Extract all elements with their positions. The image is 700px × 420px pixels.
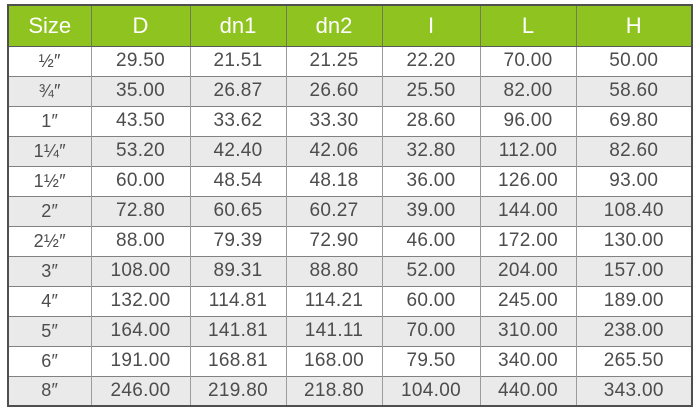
value-cell: 36.00 bbox=[382, 166, 480, 196]
value-cell: 246.00 bbox=[91, 376, 190, 406]
value-cell: 60.27 bbox=[286, 196, 382, 226]
value-cell: 21.51 bbox=[190, 46, 286, 76]
table-row bbox=[8, 256, 692, 286]
value-cell: 218.80 bbox=[286, 376, 382, 406]
value-cell: 70.00 bbox=[480, 46, 576, 76]
value-cell: 114.21 bbox=[286, 286, 382, 316]
value-cell: 70.00 bbox=[382, 316, 480, 346]
size-cell: 2″ bbox=[8, 196, 91, 226]
value-cell: 39.00 bbox=[382, 196, 480, 226]
column-header-h: H bbox=[576, 5, 692, 46]
value-cell: 22.20 bbox=[382, 46, 480, 76]
value-cell: 28.60 bbox=[382, 106, 480, 136]
table-row bbox=[8, 226, 692, 256]
table-body bbox=[8, 46, 692, 406]
size-cell: 1″ bbox=[8, 106, 91, 136]
value-cell: 50.00 bbox=[576, 46, 692, 76]
value-cell: 82.60 bbox=[576, 136, 692, 166]
value-cell: 96.00 bbox=[480, 106, 576, 136]
table-row bbox=[8, 376, 692, 406]
dimensions-table bbox=[7, 4, 693, 407]
value-cell: 168.00 bbox=[286, 346, 382, 376]
value-cell: 141.81 bbox=[190, 316, 286, 346]
value-cell: 157.00 bbox=[576, 256, 692, 286]
size-cell: 5″ bbox=[8, 316, 91, 346]
table-row bbox=[8, 166, 692, 196]
size-cell: ¾″ bbox=[8, 76, 91, 106]
value-cell: 60.65 bbox=[190, 196, 286, 226]
value-cell: 82.00 bbox=[480, 76, 576, 106]
value-cell: 88.80 bbox=[286, 256, 382, 286]
table-row bbox=[8, 106, 692, 136]
value-cell: 53.20 bbox=[91, 136, 190, 166]
value-cell: 32.80 bbox=[382, 136, 480, 166]
value-cell: 25.50 bbox=[382, 76, 480, 106]
value-cell: 172.00 bbox=[480, 226, 576, 256]
size-cell: 8″ bbox=[8, 376, 91, 406]
value-cell: 204.00 bbox=[480, 256, 576, 286]
size-cell: 4″ bbox=[8, 286, 91, 316]
value-cell: 168.81 bbox=[190, 346, 286, 376]
value-cell: 104.00 bbox=[382, 376, 480, 406]
column-header-d: D bbox=[91, 5, 190, 46]
table-row bbox=[8, 76, 692, 106]
value-cell: 35.00 bbox=[91, 76, 190, 106]
value-cell: 72.80 bbox=[91, 196, 190, 226]
value-cell: 219.80 bbox=[190, 376, 286, 406]
value-cell: 46.00 bbox=[382, 226, 480, 256]
value-cell: 343.00 bbox=[576, 376, 692, 406]
value-cell: 29.50 bbox=[91, 46, 190, 76]
table-row bbox=[8, 316, 692, 346]
header-row bbox=[8, 5, 692, 46]
value-cell: 60.00 bbox=[382, 286, 480, 316]
value-cell: 43.50 bbox=[91, 106, 190, 136]
value-cell: 52.00 bbox=[382, 256, 480, 286]
table-row bbox=[8, 346, 692, 376]
value-cell: 93.00 bbox=[576, 166, 692, 196]
size-cell: 6″ bbox=[8, 346, 91, 376]
value-cell: 21.25 bbox=[286, 46, 382, 76]
value-cell: 141.11 bbox=[286, 316, 382, 346]
size-cell: 1¼″ bbox=[8, 136, 91, 166]
value-cell: 130.00 bbox=[576, 226, 692, 256]
column-header-dn2: dn2 bbox=[286, 5, 382, 46]
value-cell: 42.06 bbox=[286, 136, 382, 166]
value-cell: 108.40 bbox=[576, 196, 692, 226]
column-header-size: Size bbox=[8, 5, 91, 46]
value-cell: 88.00 bbox=[91, 226, 190, 256]
value-cell: 238.00 bbox=[576, 316, 692, 346]
value-cell: 33.62 bbox=[190, 106, 286, 136]
value-cell: 108.00 bbox=[91, 256, 190, 286]
table-row bbox=[8, 196, 692, 226]
size-cell: 3″ bbox=[8, 256, 91, 286]
value-cell: 48.54 bbox=[190, 166, 286, 196]
value-cell: 340.00 bbox=[480, 346, 576, 376]
size-cell: 2½″ bbox=[8, 226, 91, 256]
column-header-i: I bbox=[382, 5, 480, 46]
value-cell: 79.39 bbox=[190, 226, 286, 256]
value-cell: 132.00 bbox=[91, 286, 190, 316]
value-cell: 79.50 bbox=[382, 346, 480, 376]
value-cell: 26.87 bbox=[190, 76, 286, 106]
value-cell: 164.00 bbox=[91, 316, 190, 346]
table-row bbox=[8, 136, 692, 166]
value-cell: 440.00 bbox=[480, 376, 576, 406]
dimensions-table-container bbox=[7, 4, 693, 407]
value-cell: 310.00 bbox=[480, 316, 576, 346]
value-cell: 69.80 bbox=[576, 106, 692, 136]
value-cell: 112.00 bbox=[480, 136, 576, 166]
value-cell: 265.50 bbox=[576, 346, 692, 376]
size-cell: 1½″ bbox=[8, 166, 91, 196]
value-cell: 191.00 bbox=[91, 346, 190, 376]
table-row bbox=[8, 286, 692, 316]
value-cell: 48.18 bbox=[286, 166, 382, 196]
value-cell: 144.00 bbox=[480, 196, 576, 226]
value-cell: 126.00 bbox=[480, 166, 576, 196]
column-header-dn1: dn1 bbox=[190, 5, 286, 46]
table-row bbox=[8, 46, 692, 76]
value-cell: 33.30 bbox=[286, 106, 382, 136]
column-header-l: L bbox=[480, 5, 576, 46]
value-cell: 26.60 bbox=[286, 76, 382, 106]
value-cell: 89.31 bbox=[190, 256, 286, 286]
value-cell: 114.81 bbox=[190, 286, 286, 316]
value-cell: 72.90 bbox=[286, 226, 382, 256]
value-cell: 58.60 bbox=[576, 76, 692, 106]
size-cell: ½″ bbox=[8, 46, 91, 76]
value-cell: 189.00 bbox=[576, 286, 692, 316]
value-cell: 245.00 bbox=[480, 286, 576, 316]
value-cell: 60.00 bbox=[91, 166, 190, 196]
value-cell: 42.40 bbox=[190, 136, 286, 166]
